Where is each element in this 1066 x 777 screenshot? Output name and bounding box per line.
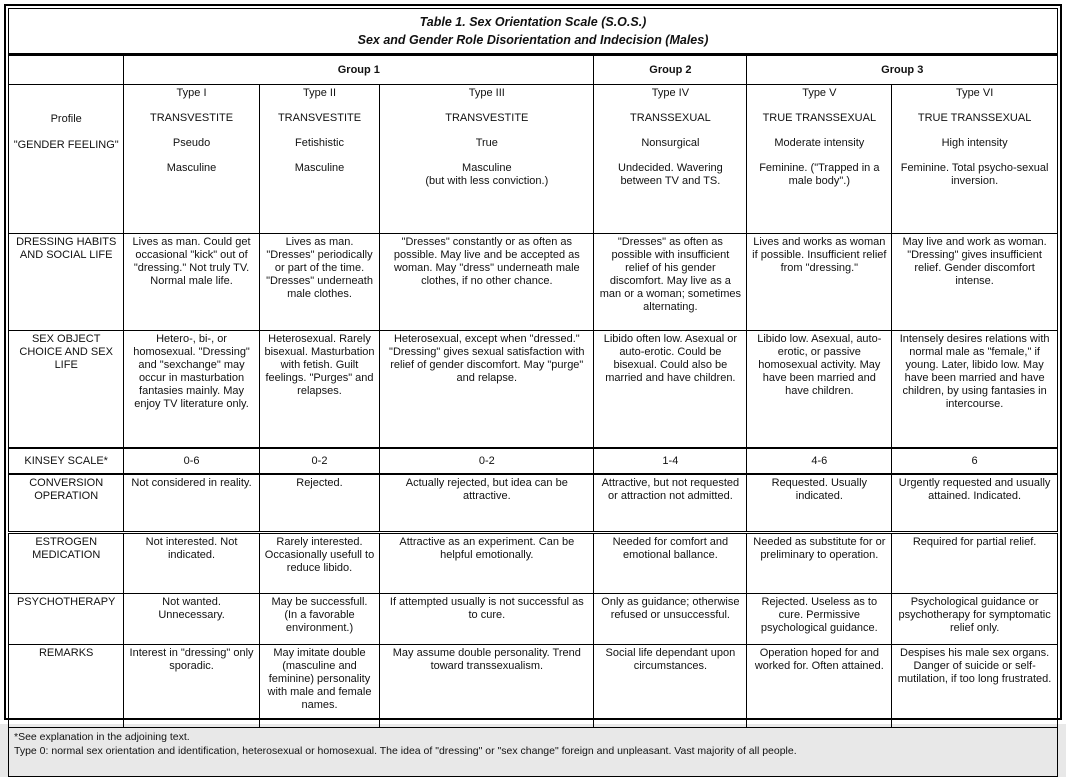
cell: Rejected. Useless as to cure. Permissive psychological guidance. (747, 594, 892, 645)
dressing-habits-row (9, 234, 1058, 331)
cell: Psychological guidance or psychotherapy for symptomatic relief only. (892, 594, 1058, 645)
type-category: TRANSVESTITE (445, 111, 529, 124)
profile-label-line1: Profile (50, 113, 82, 125)
estrogen-medication-row (9, 533, 1058, 594)
cell: 1-4 (594, 448, 747, 474)
cell: Libido often low. Asexual or auto-erotic. Could be bisexual. Could also be married and have children. (594, 331, 747, 449)
type-variant: Nonsurgical (641, 136, 700, 149)
cell: 0-2 (380, 448, 594, 474)
type-category: TRANSVESTITE (149, 111, 234, 124)
type-gender-feeling: Feminine. ("Trapped in a male body".) (759, 161, 880, 187)
cell: 0-6 (124, 448, 259, 474)
cell: 6 (892, 448, 1058, 474)
type-category: TRUE TRANSSEXUAL (917, 111, 1032, 124)
row-label: KINSEY SCALE* (9, 448, 124, 474)
cell: Hetero-, bi-, or homosexual. "Dressing" and "sexchange" may occur in masturbation fantasies mainly. May enjoy TV literature only. (124, 331, 259, 449)
profile-row-label (9, 85, 124, 234)
sex-object-choice-row (9, 331, 1058, 449)
cell: Intensely desires relations with normal male as "female," if young. Later, libido low. May have been married and have children, by using fantasies in intercourse. (892, 331, 1058, 449)
cell: Not interested. Not indicated. (124, 533, 259, 594)
cell: Libido low. Asexual, auto-erotic, or passive homosexual activity. May have been married and have children. (747, 331, 892, 449)
type-variant: Moderate intensity (774, 136, 865, 149)
group1-header: Group 1 (124, 55, 594, 85)
type-variant: Pseudo (172, 136, 211, 149)
cell: Requested. Usually indicated. (747, 474, 892, 533)
type-label: Type VI (955, 87, 994, 99)
profile-label-line2: "GENDER FEELING" (13, 138, 119, 151)
kinsey-scale-row (9, 448, 1058, 474)
type-category: TRUE TRANSSEXUAL (762, 111, 877, 124)
row-label: REMARKS (9, 645, 124, 728)
table-title-cell (9, 9, 1058, 55)
cell: Actually rejected, but idea can be attractive. (380, 474, 594, 533)
type-variant: Fetishistic (295, 136, 344, 149)
cell: May be successfull. (In a favorable environment.) (259, 594, 380, 645)
corner-cell (9, 55, 124, 85)
cell: 4-6 (747, 448, 892, 474)
group3-header: Group 3 (747, 55, 1058, 85)
type-gender-feeling: Feminine. Total psycho-sexual inversion. (900, 161, 1049, 187)
profile-cell-type1 (124, 85, 259, 234)
type-gender-feeling-note: (but with less conviction.) (425, 174, 549, 187)
type-category: TRANSVESTITE (277, 111, 362, 124)
type-gender-feeling: Masculine (166, 161, 217, 174)
profile-cell-type2 (259, 85, 380, 234)
profile-row (9, 85, 1058, 234)
type-variant: High intensity (941, 136, 1008, 149)
cell: Despises his male sex organs. Danger of suicide or self-mutilation, if too long frustrated. (892, 645, 1058, 728)
group-header-row (9, 55, 1058, 85)
type-label: Type II (302, 87, 337, 99)
cell: 0-2 (259, 448, 380, 474)
footnotes-row (9, 728, 1058, 777)
group2-header: Group 2 (594, 55, 747, 85)
cell: "Dresses" as often as possible with insufficient relief of his gender discomfort. May live as a man or a woman; sometimes alternating. (594, 234, 747, 331)
type-label: Type III (468, 87, 505, 99)
cell: Operation hoped for and worked for. Often attained. (747, 645, 892, 728)
cell: Only as guidance; otherwise refused or unsuccessful. (594, 594, 747, 645)
cell: Needed as substitute for or preliminary to operation. (747, 533, 892, 594)
cell: Lives as man. "Dresses" periodically or part of the time. "Dresses" underneath male clothes. (259, 234, 380, 331)
cell: If attempted usually is not successful as to cure. (380, 594, 594, 645)
footnotes-cell (9, 728, 1058, 777)
row-label: ESTROGEN MEDICATION (9, 533, 124, 594)
type-label: Type IV (651, 87, 690, 99)
profile-cell-type5 (747, 85, 892, 234)
cell: Heterosexual. Rarely bisexual. Masturbation with fetish. Guilt feelings. "Purges" and relapses. (259, 331, 380, 449)
type-gender-feeling: Undecided. Wavering between TV and TS. (618, 161, 723, 187)
cell: Interest in "dressing" only sporadic. (124, 645, 259, 728)
table-outer-frame (4, 4, 1062, 758)
type-gender-feeling: Masculine (294, 161, 345, 174)
type-gender-feeling: Masculine (but with less conviction.) (384, 162, 589, 188)
psychotherapy-row (9, 594, 1058, 645)
profile-cell-type6 (892, 85, 1058, 234)
cell: Needed for comfort and emotional ballance. (594, 533, 747, 594)
row-label: CONVERSION OPERATION (9, 474, 124, 533)
type-label: Type V (802, 87, 837, 99)
cell: "Dresses" constantly or as often as possible. May live and be accepted as woman. May "dress" underneath male clothes, if no other chance. (380, 234, 594, 331)
footnote-type0: Type 0: normal sex orientation and identification, heterosexual or homosexual. The idea of "dressing" or "sex change" foreign and unpleasant. Vast majority of all people. (14, 745, 797, 758)
remarks-row (9, 645, 1058, 728)
profile-cell-type4 (594, 85, 747, 234)
type-variant: True (475, 136, 498, 149)
row-label: SEX OBJECT CHOICE AND SEX LIFE (9, 331, 124, 449)
cell: Lives as man. Could get occasional "kick" out of "dressing." Not truly TV. Normal male life. (124, 234, 259, 331)
cell: Rejected. (259, 474, 380, 533)
cell: May assume double personality. Trend toward transsexualism. (380, 645, 594, 728)
row-label: PSYCHOTHERAPY (9, 594, 124, 645)
cell: Attractive as an experiment. Can be helpful emotionally. (380, 533, 594, 594)
type-label: Type I (176, 87, 207, 99)
sex-orientation-scale-table (8, 8, 1058, 777)
cell: Heterosexual, except when "dressed." "Dressing" gives sexual satisfaction with relief of gender discomfort. May "purge" and relapse. (380, 331, 594, 449)
row-label: DRESSING HABITS AND SOCIAL LIFE (9, 234, 124, 331)
cell: Urgently requested and usually attained. Indicated. (892, 474, 1058, 533)
profile-cell-type3 (380, 85, 594, 234)
cell: May imitate double (masculine and feminine) personality with male and female names. (259, 645, 380, 728)
cell: Attractive, but not requested or attraction not admitted. (594, 474, 747, 533)
title-row (9, 9, 1058, 55)
type-category: TRANSSEXUAL (630, 111, 711, 124)
table-title-line2: Sex and Gender Role Disorientation and Indecision (Males) (357, 33, 709, 47)
cell: May live and work as woman. "Dressing" gives insufficient relief. Gender discomfort intense. (892, 234, 1058, 331)
cell: Not considered in reality. (124, 474, 259, 533)
cell: Not wanted. Unnecessary. (124, 594, 259, 645)
cell: Required for partial relief. (892, 533, 1058, 594)
cell: Rarely interested. Occasionally usefull to reduce libido. (259, 533, 380, 594)
cell: Social life dependant upon circumstances. (594, 645, 747, 728)
footnote-asterisk: *See explanation in the adjoining text. (14, 731, 190, 743)
table-title-line1: Table 1. Sex Orientation Scale (S.O.S.) (419, 14, 647, 29)
conversion-operation-row (9, 474, 1058, 533)
cell: Lives and works as woman if possible. Insufficient relief from "dressing." (747, 234, 892, 331)
